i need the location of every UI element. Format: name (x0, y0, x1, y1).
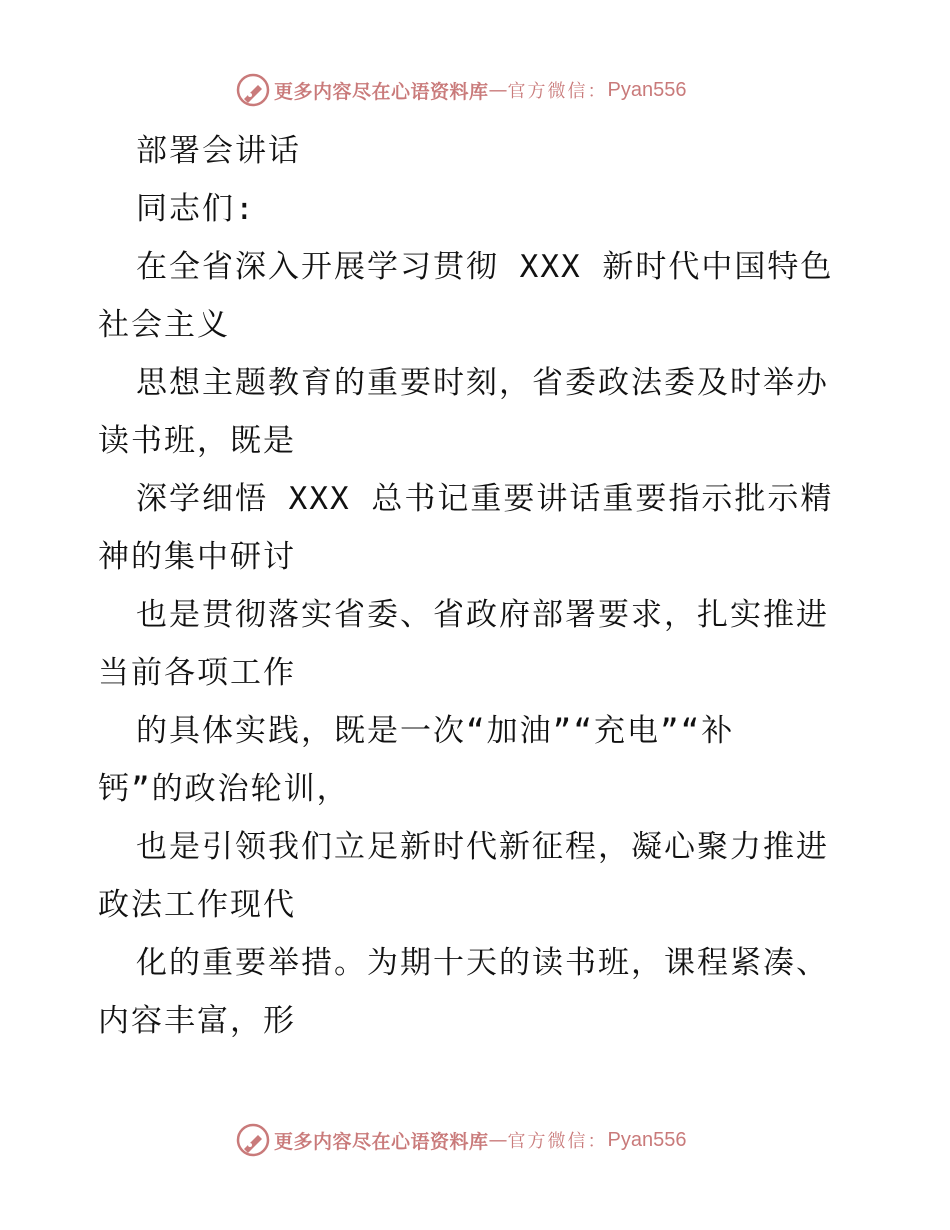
text-line: 化的重要举措。为期十天的读书班，课程紧凑、 (136, 945, 829, 981)
watermark-dash: — (488, 79, 508, 101)
watermark-wechat-id: Pyan556 (607, 1128, 687, 1151)
text-line: 钙”的政治轮训， (98, 771, 350, 807)
text-line: 在全省深入开展学习贯彻 XXX 新时代中国特色 (136, 249, 834, 285)
header-watermark-banner (236, 72, 686, 108)
text-line: 神的集中研讨 (98, 539, 296, 575)
watermark-text: 更多内容尽在心语资料库 (274, 1130, 489, 1153)
watermark-wechat-label: 官方微信： (507, 81, 608, 102)
text-line: 也是贯彻落实省委、省政府部署要求，扎实推进 (136, 597, 829, 633)
text-line: 思想主题教育的重要时刻，省委政法委及时举办 (136, 365, 829, 401)
text-line: 内容丰富，形 (98, 1003, 296, 1039)
watermark-dash: — (488, 1129, 508, 1151)
text-line: 当前各项工作 (98, 655, 296, 691)
text-line: 深学细悟 XXX 总书记重要讲话重要指示批示精 (136, 481, 834, 517)
text-line: 读书班，既是 (98, 423, 296, 459)
pen-nib-logo-icon (236, 1123, 270, 1157)
text-line: 政法工作现代 (98, 887, 296, 923)
document-title: 部署会讲话 (136, 133, 301, 169)
text-line: 社会主义 (98, 307, 230, 343)
text-line: 也是引领我们立足新时代新征程，凝心聚力推进 (136, 829, 829, 865)
document-body (98, 122, 868, 1050)
text-line: 的具体实践，既是一次“加油”“充电”“补 (136, 713, 735, 749)
watermark-text: 更多内容尽在心语资料库 (274, 80, 489, 103)
pen-nib-logo-icon (236, 73, 270, 107)
watermark-wechat-label: 官方微信： (507, 1131, 608, 1152)
salutation: 同志们: (136, 191, 256, 227)
footer-watermark-banner (236, 1122, 686, 1158)
watermark-wechat-id: Pyan556 (607, 78, 687, 101)
